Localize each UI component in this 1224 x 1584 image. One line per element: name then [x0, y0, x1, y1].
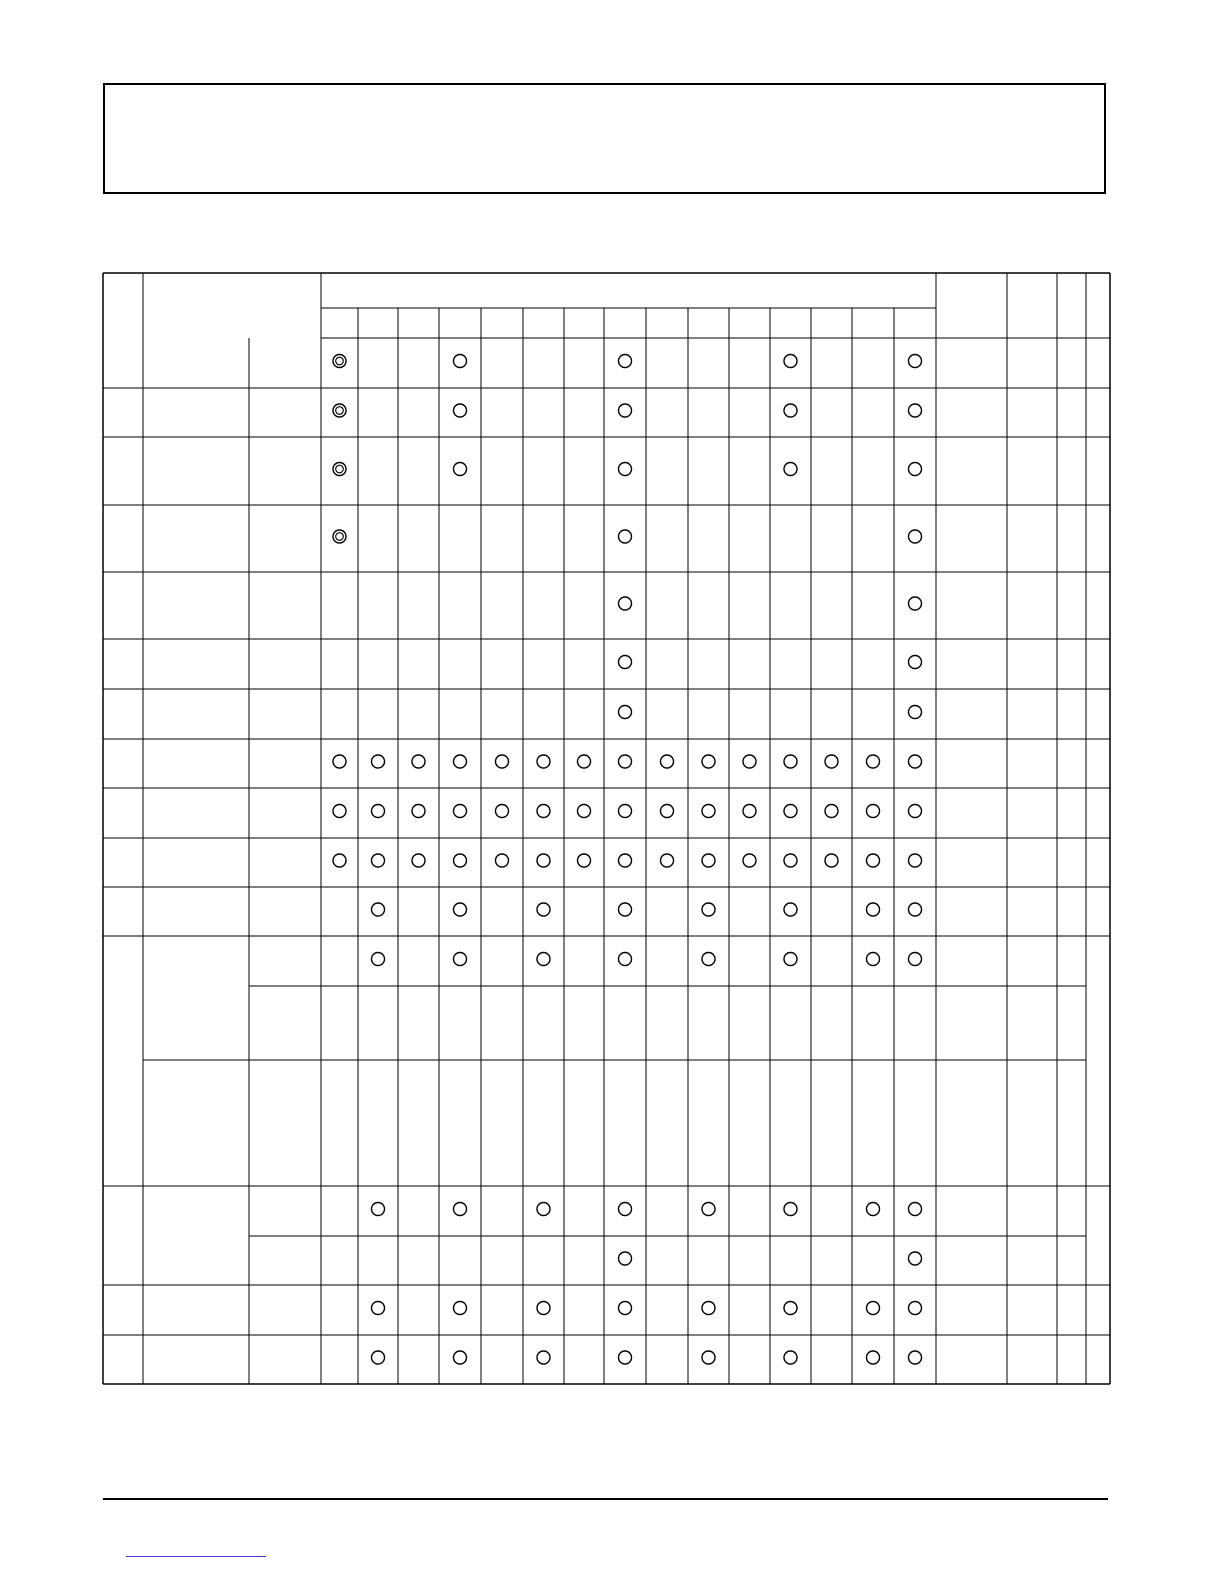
circle-mark	[619, 355, 632, 368]
circle-mark	[784, 755, 797, 768]
circle-mark	[537, 755, 550, 768]
circle-mark	[867, 953, 880, 966]
circle-mark	[619, 805, 632, 818]
circle-mark	[537, 1302, 550, 1315]
circle-mark	[661, 854, 674, 867]
circle-mark	[702, 1302, 715, 1315]
circle-mark	[619, 1351, 632, 1364]
circle-mark	[412, 805, 425, 818]
circle-mark	[619, 656, 632, 669]
circle-mark	[537, 903, 550, 916]
circle-mark	[372, 805, 385, 818]
circle-mark	[867, 1302, 880, 1315]
double-circle-mark	[333, 463, 346, 476]
circle-mark	[412, 854, 425, 867]
circle-mark	[867, 805, 880, 818]
circle-mark	[702, 903, 715, 916]
double-circle-inner	[336, 407, 344, 415]
circle-mark	[784, 903, 797, 916]
circle-mark	[909, 656, 922, 669]
circle-mark	[784, 463, 797, 476]
circle-mark	[537, 854, 550, 867]
circle-mark	[496, 805, 509, 818]
circle-mark	[909, 1252, 922, 1265]
circle-mark	[784, 805, 797, 818]
circle-mark	[867, 854, 880, 867]
footer-link-underline[interactable]	[126, 1556, 266, 1557]
circle-mark	[784, 355, 797, 368]
circle-mark	[454, 1302, 467, 1315]
circle-mark	[702, 1351, 715, 1364]
circle-mark	[743, 805, 756, 818]
circle-mark	[537, 1203, 550, 1216]
circle-mark	[412, 755, 425, 768]
circle-mark	[372, 1203, 385, 1216]
circle-mark	[867, 755, 880, 768]
circle-mark	[743, 854, 756, 867]
circle-mark	[454, 1203, 467, 1216]
circle-mark	[454, 355, 467, 368]
circle-mark	[619, 755, 632, 768]
circle-mark	[909, 953, 922, 966]
circle-mark	[619, 463, 632, 476]
circle-mark	[702, 805, 715, 818]
circle-mark	[825, 805, 838, 818]
circle-mark	[825, 854, 838, 867]
circle-mark	[537, 805, 550, 818]
circle-mark	[909, 530, 922, 543]
circle-mark	[909, 1203, 922, 1216]
circle-mark	[454, 755, 467, 768]
circle-mark	[661, 755, 674, 768]
double-circle-inner	[336, 465, 344, 473]
circle-mark	[909, 355, 922, 368]
circle-mark	[909, 597, 922, 610]
circle-mark	[702, 1203, 715, 1216]
circle-mark	[333, 755, 346, 768]
circle-mark	[784, 854, 797, 867]
circle-mark	[333, 805, 346, 818]
circle-mark	[702, 953, 715, 966]
circle-mark	[784, 1302, 797, 1315]
circle-mark	[909, 1351, 922, 1364]
circle-mark	[454, 1351, 467, 1364]
circle-mark	[825, 755, 838, 768]
circle-mark	[909, 404, 922, 417]
footer-rule	[103, 1498, 1108, 1500]
circle-mark	[619, 854, 632, 867]
circle-mark	[743, 755, 756, 768]
circle-mark	[454, 805, 467, 818]
circle-mark	[909, 463, 922, 476]
circle-mark	[454, 404, 467, 417]
circle-mark	[867, 1351, 880, 1364]
double-circle-mark	[333, 530, 346, 543]
circle-mark	[537, 1351, 550, 1364]
circle-mark	[619, 1203, 632, 1216]
circle-mark	[661, 805, 674, 818]
circle-mark	[619, 706, 632, 719]
double-circle-inner	[336, 533, 344, 541]
circle-mark	[372, 1302, 385, 1315]
circle-mark	[702, 755, 715, 768]
circle-mark	[454, 903, 467, 916]
circle-mark	[619, 903, 632, 916]
circle-mark	[619, 1302, 632, 1315]
circle-mark	[619, 404, 632, 417]
circle-mark	[909, 854, 922, 867]
circle-mark	[372, 755, 385, 768]
circle-mark	[372, 854, 385, 867]
circle-mark	[784, 1351, 797, 1364]
circle-mark	[496, 854, 509, 867]
circle-mark	[909, 755, 922, 768]
circle-mark	[867, 903, 880, 916]
double-circle-inner	[336, 357, 344, 365]
circle-mark	[454, 463, 467, 476]
circle-mark	[454, 953, 467, 966]
circle-mark	[578, 755, 591, 768]
double-circle-mark	[333, 404, 346, 417]
circle-mark	[619, 530, 632, 543]
circle-mark	[619, 1252, 632, 1265]
circle-mark	[909, 1302, 922, 1315]
circle-mark	[784, 953, 797, 966]
circle-mark	[372, 953, 385, 966]
circle-mark	[372, 1351, 385, 1364]
circle-mark	[578, 854, 591, 867]
circle-mark	[784, 1203, 797, 1216]
circle-mark	[372, 903, 385, 916]
circle-mark	[578, 805, 591, 818]
circle-mark	[454, 854, 467, 867]
circle-mark	[537, 953, 550, 966]
circle-mark	[702, 854, 715, 867]
circle-mark	[867, 1203, 880, 1216]
circle-mark	[909, 706, 922, 719]
circle-mark	[496, 755, 509, 768]
circle-mark	[909, 805, 922, 818]
circle-mark	[333, 854, 346, 867]
double-circle-mark	[333, 355, 346, 368]
circle-mark	[619, 597, 632, 610]
circle-mark	[784, 404, 797, 417]
circle-mark	[909, 903, 922, 916]
circle-mark	[619, 953, 632, 966]
